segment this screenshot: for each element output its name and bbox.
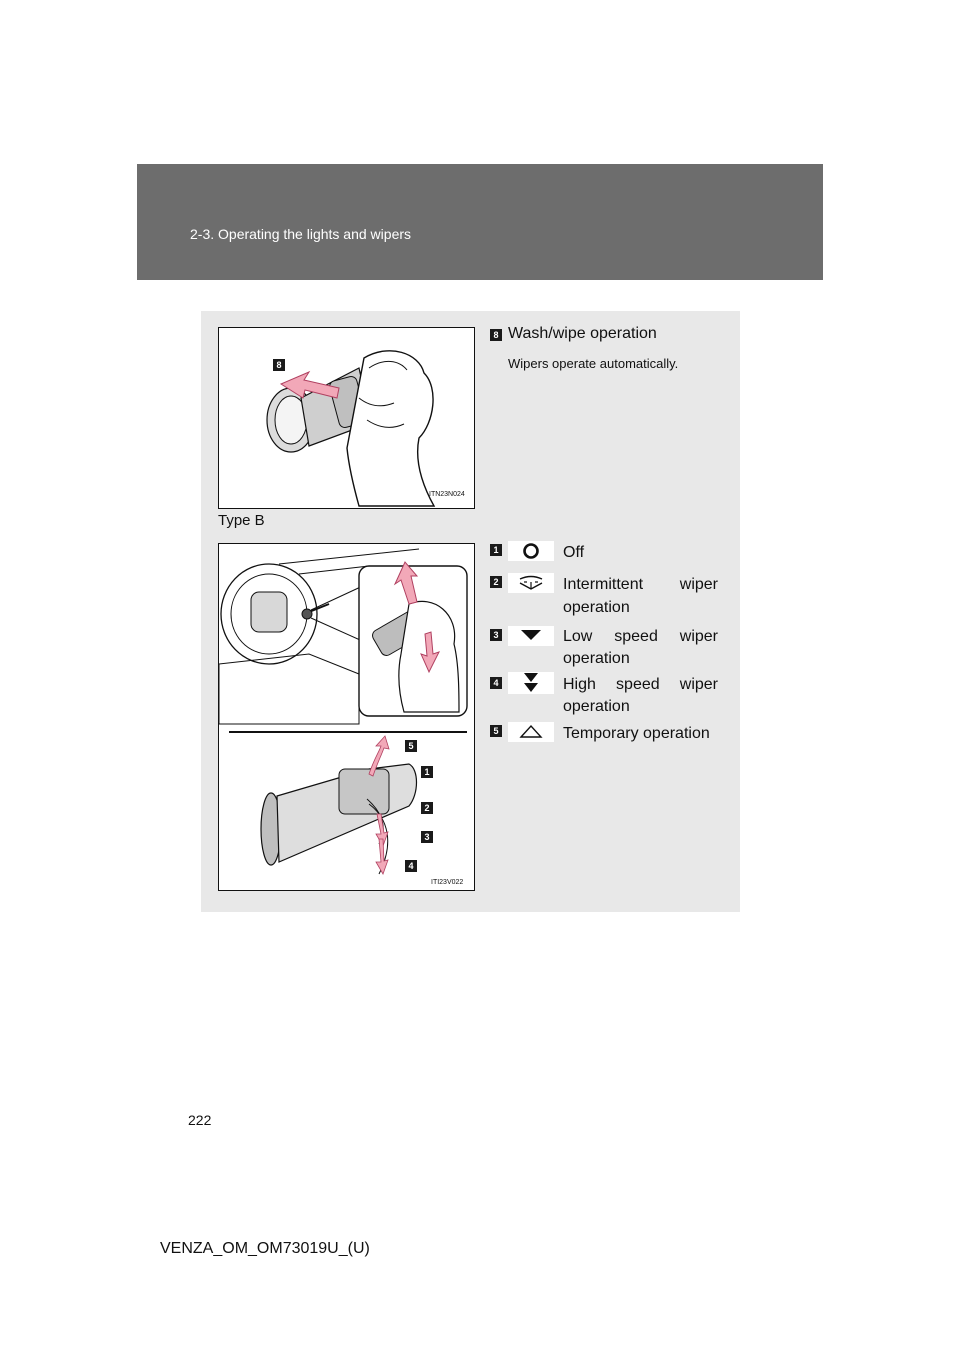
type-b-lever-illustration <box>218 543 475 891</box>
off-dot-icon <box>508 541 554 561</box>
mode-number-badge: 2 <box>490 576 502 588</box>
intermittent-wiper-icon <box>508 573 554 593</box>
mode-number-badge: 1 <box>490 544 502 556</box>
callout-1: 1 <box>421 766 433 778</box>
callout-8: 8 <box>273 359 285 371</box>
callout-5: 5 <box>405 740 417 752</box>
high-speed-wiper-icon <box>508 672 554 694</box>
wash-wipe-title: Wash/wipe operation <box>508 325 657 342</box>
mode-label: Low speed wiper operation <box>563 628 718 667</box>
mode-number-badge: 5 <box>490 725 502 737</box>
figure-code-bottom: ITI23V022 <box>431 879 464 886</box>
callout-2: 2 <box>421 802 433 814</box>
figure-code-top: ITN23N024 <box>429 491 465 498</box>
callout-4: 4 <box>405 860 417 872</box>
wash-wipe-note: Wipers operate automatically. <box>508 356 679 371</box>
lever-pull-drawing <box>219 328 475 509</box>
wash-number-badge: 8 <box>490 329 502 341</box>
wash-wipe-illustration <box>218 327 475 509</box>
mode-number-badge: 4 <box>490 677 502 689</box>
mode-label: Temporary operation <box>563 725 710 742</box>
callout-3: 3 <box>421 831 433 843</box>
section-title: 2-3. Operating the lights and wipers <box>190 226 412 242</box>
mode-label: Off <box>563 544 585 561</box>
document-code: VENZA_OM_OM73019U_(U) <box>160 1240 370 1257</box>
low-speed-wiper-icon <box>508 626 554 646</box>
mode-label: High speed wiper operation <box>563 676 718 715</box>
temporary-operation-icon <box>508 722 554 742</box>
dashboard-lever-drawing <box>219 544 475 891</box>
type-b-label: Type B <box>218 512 265 529</box>
page-number: 222 <box>188 1112 212 1128</box>
mode-number-badge: 3 <box>490 629 502 641</box>
mode-label: Intermittent wiper operation <box>563 576 718 616</box>
section-header <box>137 164 823 280</box>
